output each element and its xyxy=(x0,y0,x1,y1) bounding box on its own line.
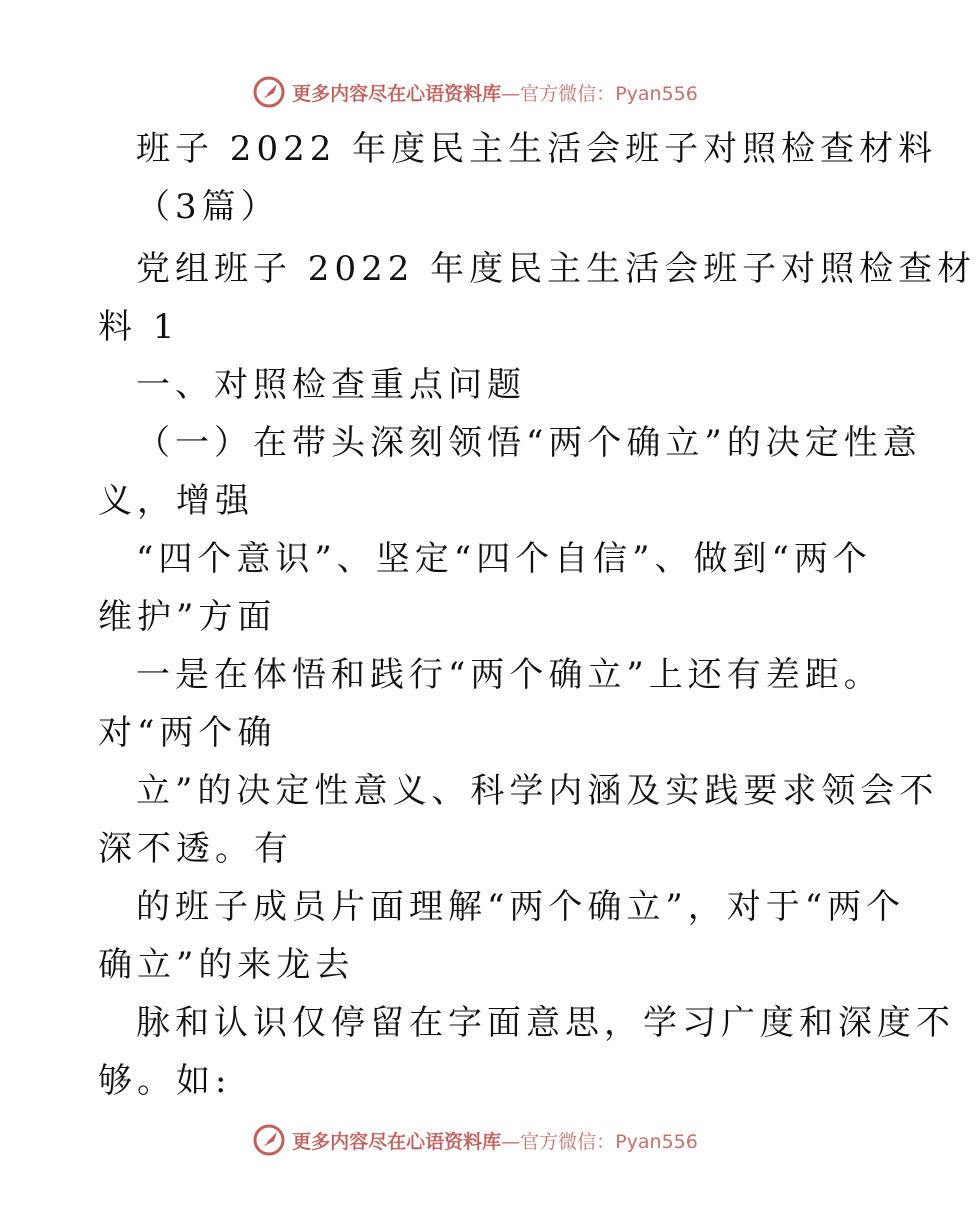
paragraph-line: 一是在体悟和践行“两个确立”上还有差距。 xyxy=(136,655,883,695)
paragraph-line: 确立”的来龙去 xyxy=(98,945,355,985)
quill-logo-icon xyxy=(252,1123,286,1157)
watermark-contact-id: Pyan556 xyxy=(615,82,698,105)
quill-logo-icon xyxy=(252,75,286,109)
watermark-separator: — xyxy=(501,82,521,105)
watermark-contact-prefix: 官方微信： xyxy=(520,82,616,105)
paragraph-line: 深不透。有 xyxy=(98,829,293,869)
document-body xyxy=(98,120,976,1110)
watermark-banner-top xyxy=(0,72,950,112)
watermark-label: 更多内容尽在心语资料库 xyxy=(292,1130,502,1153)
paragraph-line: 立”的决定性意义、科学内涵及实践要求领会不 xyxy=(136,771,939,811)
paragraph-line: 脉和认识仅停留在字面意思，学习广度和深度不 xyxy=(136,1003,955,1043)
paragraph-line: 的班子成员片面理解“两个确立”，对于“两个 xyxy=(136,887,906,927)
paragraph-line: 维护”方面 xyxy=(98,597,277,637)
watermark-banner-bottom xyxy=(0,1120,950,1160)
section-title: 党组班子 2022 年度民主生活会班子对照检查材 xyxy=(136,249,976,289)
watermark-separator: — xyxy=(501,1130,521,1153)
subheading-1: （一）在带头深刻领悟“两个确立”的决定性意 xyxy=(136,423,922,463)
heading-1: 一、对照检查重点问题 xyxy=(136,365,526,405)
watermark-contact-prefix: 官方微信： xyxy=(520,1130,616,1153)
paragraph-line: 够。如: xyxy=(98,1061,232,1101)
document-title: 班子 2022 年度民主生活会班子对照检查材料 xyxy=(136,129,938,169)
subheading-1-cont: 义，增强 xyxy=(98,481,254,521)
document-subtitle: （3篇） xyxy=(136,187,280,227)
section-title-cont: 料 1 xyxy=(98,307,180,347)
paragraph-line: 对“两个确 xyxy=(98,713,277,753)
watermark-text xyxy=(292,79,698,106)
watermark-text xyxy=(292,1127,698,1154)
watermark-label: 更多内容尽在心语资料库 xyxy=(292,82,502,105)
watermark-contact-id: Pyan556 xyxy=(615,1130,698,1153)
paragraph-line: “四个意识”、坚定“四个自信”、做到“两个 xyxy=(136,539,872,579)
